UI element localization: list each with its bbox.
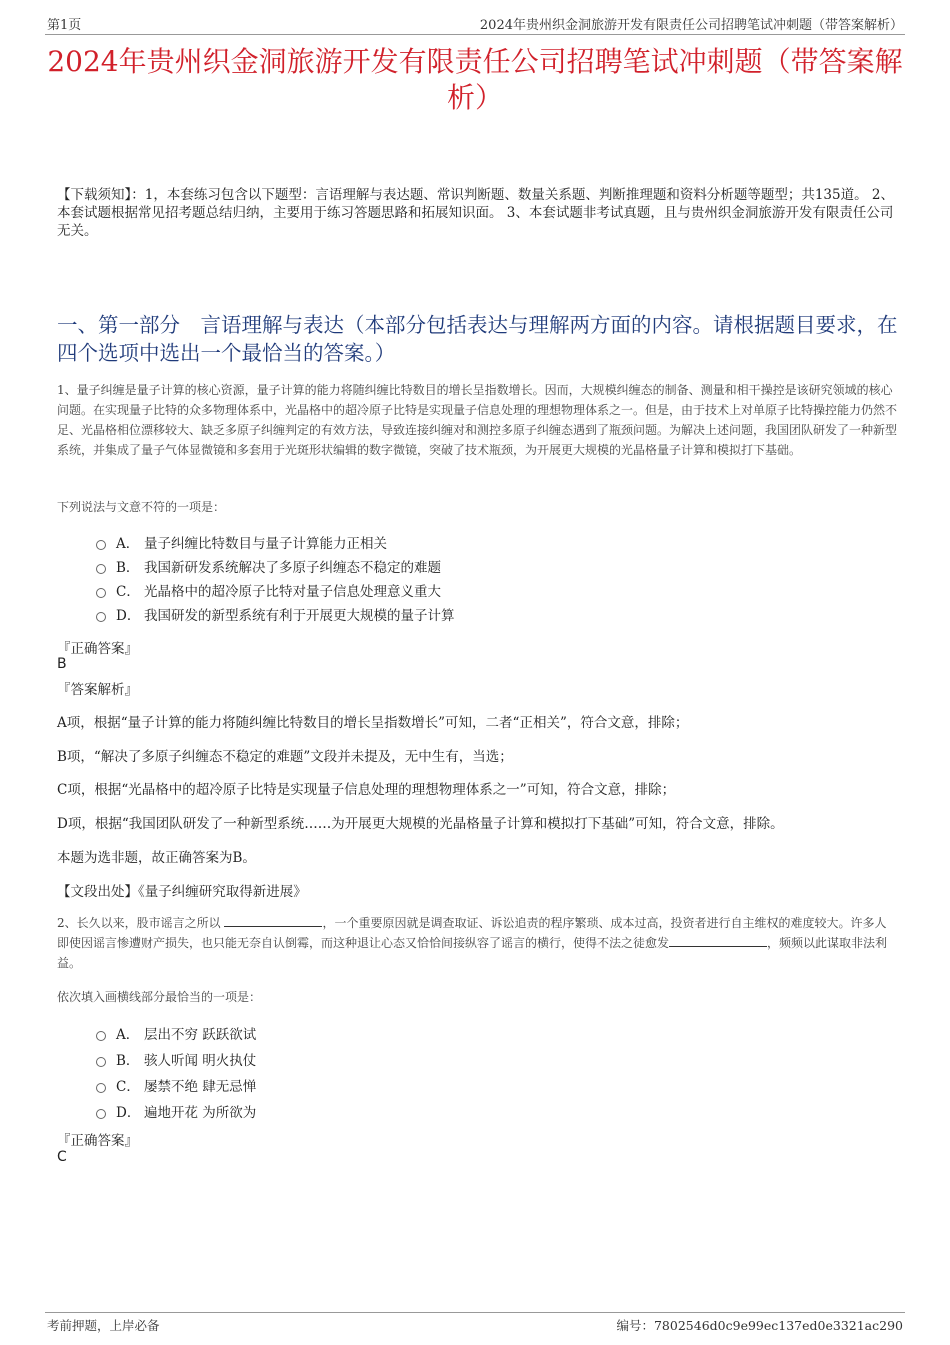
q1-option-d[interactable]: D． 我国研发的新型系统有利于开展更大规模的量子计算	[96, 602, 455, 626]
radio-icon[interactable]	[96, 564, 106, 574]
q1-option-b[interactable]: B． 我国新研发系统解决了多原子纠缠态不稳定的难题	[96, 554, 455, 578]
q1-prompt: 下列说法与文意不符的一项是：	[57, 500, 226, 514]
q1-passage: 1、量子纠缠是量子计算的核心资源，量子计算的能力将随纠缠比特数目的增长呈指数增长。因而，大规模纠缠态的制备、测量和相干操控是该研究领域的核心问题。在实现量子比特的众多物理体系中，光晶格中的超冷原子比特是实现量子信息处理的理想物理体系之一。但是，由于技术上对单原子比特操控能力仍然不足、光晶格相位漂移较大、缺乏多原子纠缠判定的有效方法，导致连接纠缠对和测控多原子纠缠态遇到了瓶颈问题。为解决上述问题，我国团队研发了一种新型系统，并集成了量子气体显微镜和多套用于光斑形状编辑的数字微镜，突破了技术瓶颈，为开展更大规模的光晶格量子计算和模拟打下基础。	[57, 383, 898, 457]
q1-analysis-a: A项，根据“量子计算的能力将随纠缠比特数目的增长呈指数增长”可知，二者“正相关”，符合文意，排除；	[57, 715, 689, 731]
header-doc-title: 2024年贵州织金洞旅游开发有限责任公司招聘笔试冲刺题（带答案解析）	[479, 18, 903, 33]
q2-answer-label: 『正确答案』	[57, 1133, 138, 1149]
radio-icon[interactable]	[96, 588, 106, 598]
download-notice: 【下载须知】：1，本套练习包含以下题型：言语理解与表达题、常识判断题、数量关系题、判断推理题和资料分析题等题型；共135道。 2、本套试题根据常见招考题总结归纳，主要用于练习答题思路和拓展知识面。 3、本套试题非考试真题，且与贵州织金洞旅游开发有限责任公司无关。	[57, 187, 894, 239]
page-footer	[45, 1312, 905, 1337]
q1-analysis-c: C项，根据“光晶格中的超冷原子比特是实现量子信息处理的理想物理体系之一”可知，符合文意，排除；	[57, 782, 676, 798]
q2-option-c[interactable]: C． 屡禁不绝 肆无忌惮	[96, 1072, 256, 1098]
page-header	[45, 14, 905, 35]
q1-options	[96, 530, 455, 626]
q1-analysis-conclusion: 本题为选非题，故正确答案为B。	[57, 850, 256, 866]
q2-option-d[interactable]: D． 遍地开花 为所欲为	[96, 1098, 256, 1124]
q1-source: 【文段出处】《量子纠缠研究取得新进展》	[57, 884, 307, 900]
q1-analysis-b: B项，“解决了多原子纠缠态不稳定的难题”文段并未提及，无中生有，当选；	[57, 749, 513, 765]
section-heading: 一、第一部分 言语理解与表达（本部分包括表达与理解两方面的内容。请根据题目要求，在四个选项中选出一个最恰当的答案。）	[57, 313, 898, 365]
q1-option-a[interactable]: A． 量子纠缠比特数目与量子计算能力正相关	[96, 530, 455, 554]
fill-blank-2	[669, 934, 767, 947]
q1-analysis-label: 『答案解析』	[57, 682, 138, 698]
q2-option-b[interactable]: B． 骇人听闻 明火执仗	[96, 1046, 256, 1072]
q2-passage: 2、长久以来，股市谣言之所以 ，一个重要原因就是调查取证、诉讼追责的程序繁琐、成本过高，投资者进行自主维权的难度较大。许多人即使因谣言惨遭财产损失，也只能无奈自认倒霉，而这种退让心态又恰恰间接纵容了谣言的横行，使得不法之徒愈发 ，频频以此谋取非法利益。	[57, 916, 888, 970]
radio-icon[interactable]	[96, 1109, 106, 1119]
q1-option-c[interactable]: C． 光晶格中的超冷原子比特对量子信息处理意义重大	[96, 578, 455, 602]
radio-icon[interactable]	[96, 540, 106, 550]
q2-prompt: 依次填入画横线部分最恰当的一项是：	[57, 990, 262, 1004]
q2-answer: C	[57, 1149, 67, 1165]
q2-option-a[interactable]: A． 层出不穷 跃跃欲试	[96, 1020, 256, 1046]
q2-options	[96, 1020, 256, 1124]
radio-icon[interactable]	[96, 1031, 106, 1041]
footer-slogan: 考前押题，上岸必备	[47, 1318, 160, 1333]
fill-blank-1	[224, 914, 322, 927]
radio-icon[interactable]	[96, 1083, 106, 1093]
radio-icon[interactable]	[96, 612, 106, 622]
page-title: 2024年贵州织金洞旅游开发有限责任公司招聘笔试冲刺题（带答案解析）	[47, 45, 903, 114]
q1-analysis-d: D项，根据“我国团队研发了一种新型系统……为开展更大规模的光晶格量子计算和模拟打下基础”可知，符合文意，排除。	[57, 816, 784, 832]
radio-icon[interactable]	[96, 1057, 106, 1067]
q1-answer: B	[57, 656, 67, 672]
footer-doc-id: 编号：7802546d0c9e99ec137ed0e3321ac290	[616, 1318, 903, 1333]
page-number: 第1页	[47, 18, 82, 33]
q1-answer-label: 『正确答案』	[57, 641, 138, 657]
